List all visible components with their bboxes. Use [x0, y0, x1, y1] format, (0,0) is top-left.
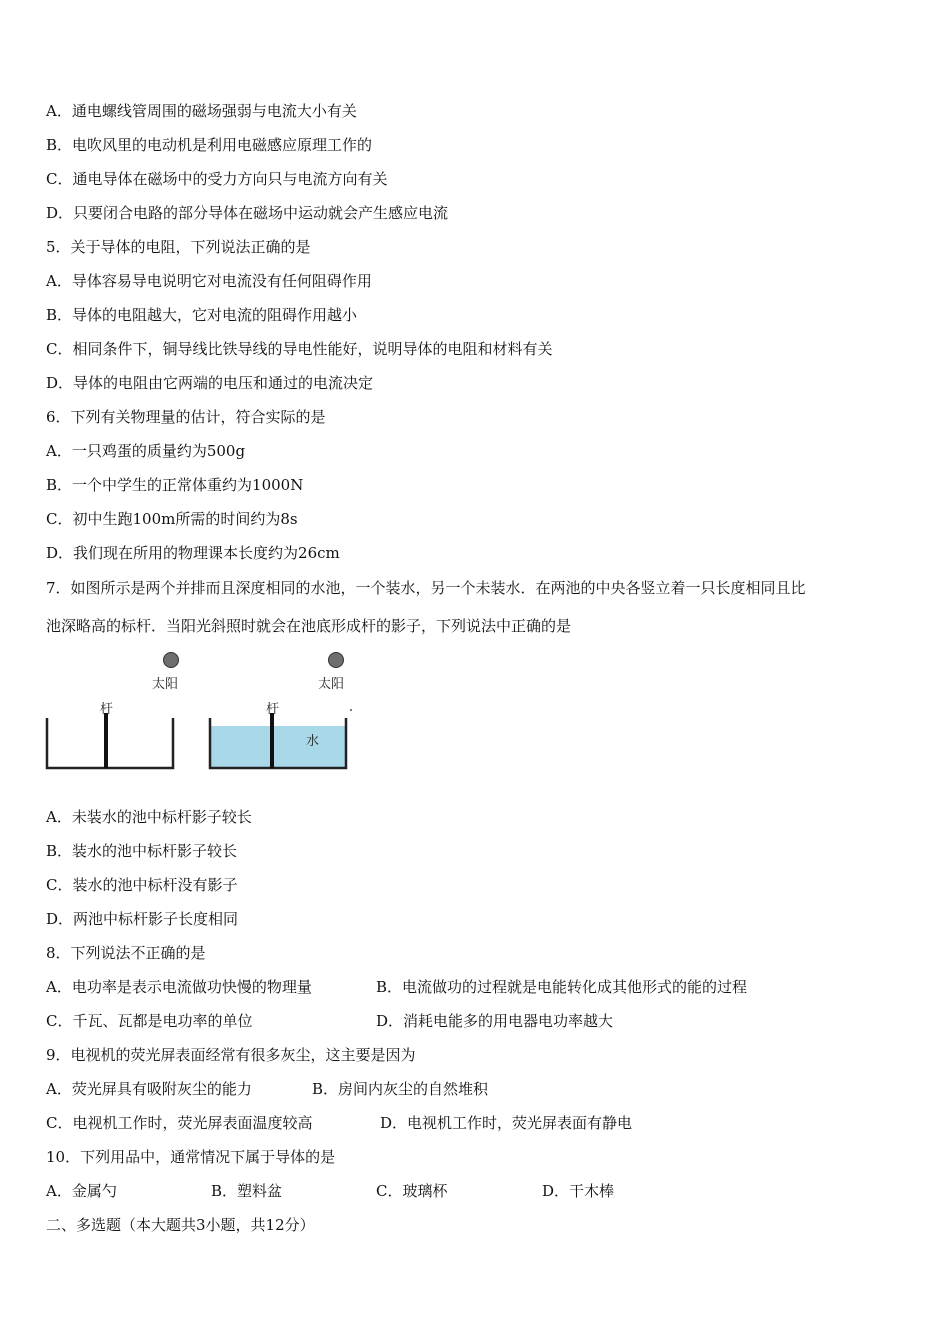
q10-option-c: C．玻璃杯	[376, 1182, 448, 1200]
pole-label-left: 杆	[100, 702, 114, 717]
q5-option-b: B．导体的电阻越大，它对电流的阻碍作用越小	[46, 306, 358, 324]
q7-option-d: D．两池中标杆影子长度相同	[46, 910, 239, 928]
sun-right-icon	[329, 653, 344, 668]
q10-option-b: B．塑料盆	[211, 1182, 283, 1200]
water-label: 水	[306, 734, 320, 749]
q8-option-b: B．电流做功的过程就是电能转化成其他形式的能的过程	[376, 978, 748, 996]
q8-option-c: C．千瓦、瓦都是电功率的单位	[46, 1012, 253, 1030]
q7-option-c: C．装水的池中标杆没有影子	[46, 876, 238, 894]
q6-option-c: C．初中生跑100m所需的时间约为8s	[46, 510, 298, 528]
q9-option-a: A．荧光屏具有吸附灰尘的能力	[46, 1080, 252, 1098]
q4-option-c: C．通电导体在磁场中的受力方向只与电流方向有关	[46, 170, 388, 188]
q5-stem: 5．关于导体的电阻，下列说法正确的是	[46, 238, 311, 256]
q9-option-d: D．电视机工作时，荧光屏表面有静电	[380, 1114, 633, 1132]
q8-option-d: D．消耗电能多的用电器电功率越大	[376, 1012, 614, 1030]
pole-label-right: 杆	[266, 702, 280, 717]
q10-option-d: D．干木棒	[542, 1182, 615, 1200]
pool-diagram	[40, 646, 370, 786]
q7-option-b: B．装水的池中标杆影子较长	[46, 842, 238, 860]
q5-option-a: A．导体容易导电说明它对电流没有任何阻碍作用	[46, 272, 372, 290]
q5-option-d: D．导体的电阻由它两端的电压和通过的电流决定	[46, 374, 374, 392]
q4-option-d: D．只要闭合电路的部分导体在磁场中运动就会产生感应电流	[46, 204, 449, 222]
q10-option-a: A．金属勺	[46, 1182, 117, 1200]
sun-label-left: 太阳	[152, 677, 179, 692]
sun-left-icon	[164, 653, 179, 668]
q6-stem: 6．下列有关物理量的估计，符合实际的是	[46, 408, 326, 426]
q9-stem: 9．电视机的荧光屏表面经常有很多灰尘，这主要是因为	[46, 1046, 416, 1064]
section2-title: 二、多选题（本大题共3小题，共12分）	[46, 1216, 315, 1234]
q6-option-b: B．一个中学生的正常体重约为1000N	[46, 476, 304, 494]
q7-stem-line2: 池深略高的标杆．当阳光斜照时就会在池底形成杆的影子，下列说法中正确的是	[46, 617, 572, 635]
q6-option-d: D．我们现在所用的物理课本长度约为26cm	[46, 544, 340, 562]
q4-option-a: A．通电螺线管周围的磁场强弱与电流大小有关	[46, 102, 357, 120]
q7-option-a: A．未装水的池中标杆影子较长	[46, 808, 252, 826]
water	[210, 726, 346, 768]
pool-figure	[40, 646, 370, 786]
q8-option-a: A．电功率是表示电流做功快慢的物理量	[46, 978, 312, 996]
sun-label-right: 太阳	[318, 677, 345, 692]
q7-stem-line1: 7．如图所示是两个并排而且深度相同的水池，一个装水，另一个未装水．在两池的中央各竖立着一只长度相同且比	[46, 579, 806, 597]
q9-option-c: C．电视机工作时，荧光屏表面温度较高	[46, 1114, 313, 1132]
q8-stem: 8．下列说法不正确的是	[46, 944, 206, 962]
q6-option-a: A．一只鸡蛋的质量约为500g	[46, 442, 246, 460]
q4-option-b: B．电吹风里的电动机是利用电磁感应原理工作的	[46, 136, 373, 154]
left-pool	[47, 718, 173, 768]
q10-stem: 10．下列用品中，通常情况下属于导体的是	[46, 1148, 336, 1166]
q5-option-c: C．相同条件下，铜导线比铁导线的导电性能好，说明导体的电阻和材料有关	[46, 340, 553, 358]
q9-option-b: B．房间内灰尘的自然堆积	[312, 1080, 489, 1098]
